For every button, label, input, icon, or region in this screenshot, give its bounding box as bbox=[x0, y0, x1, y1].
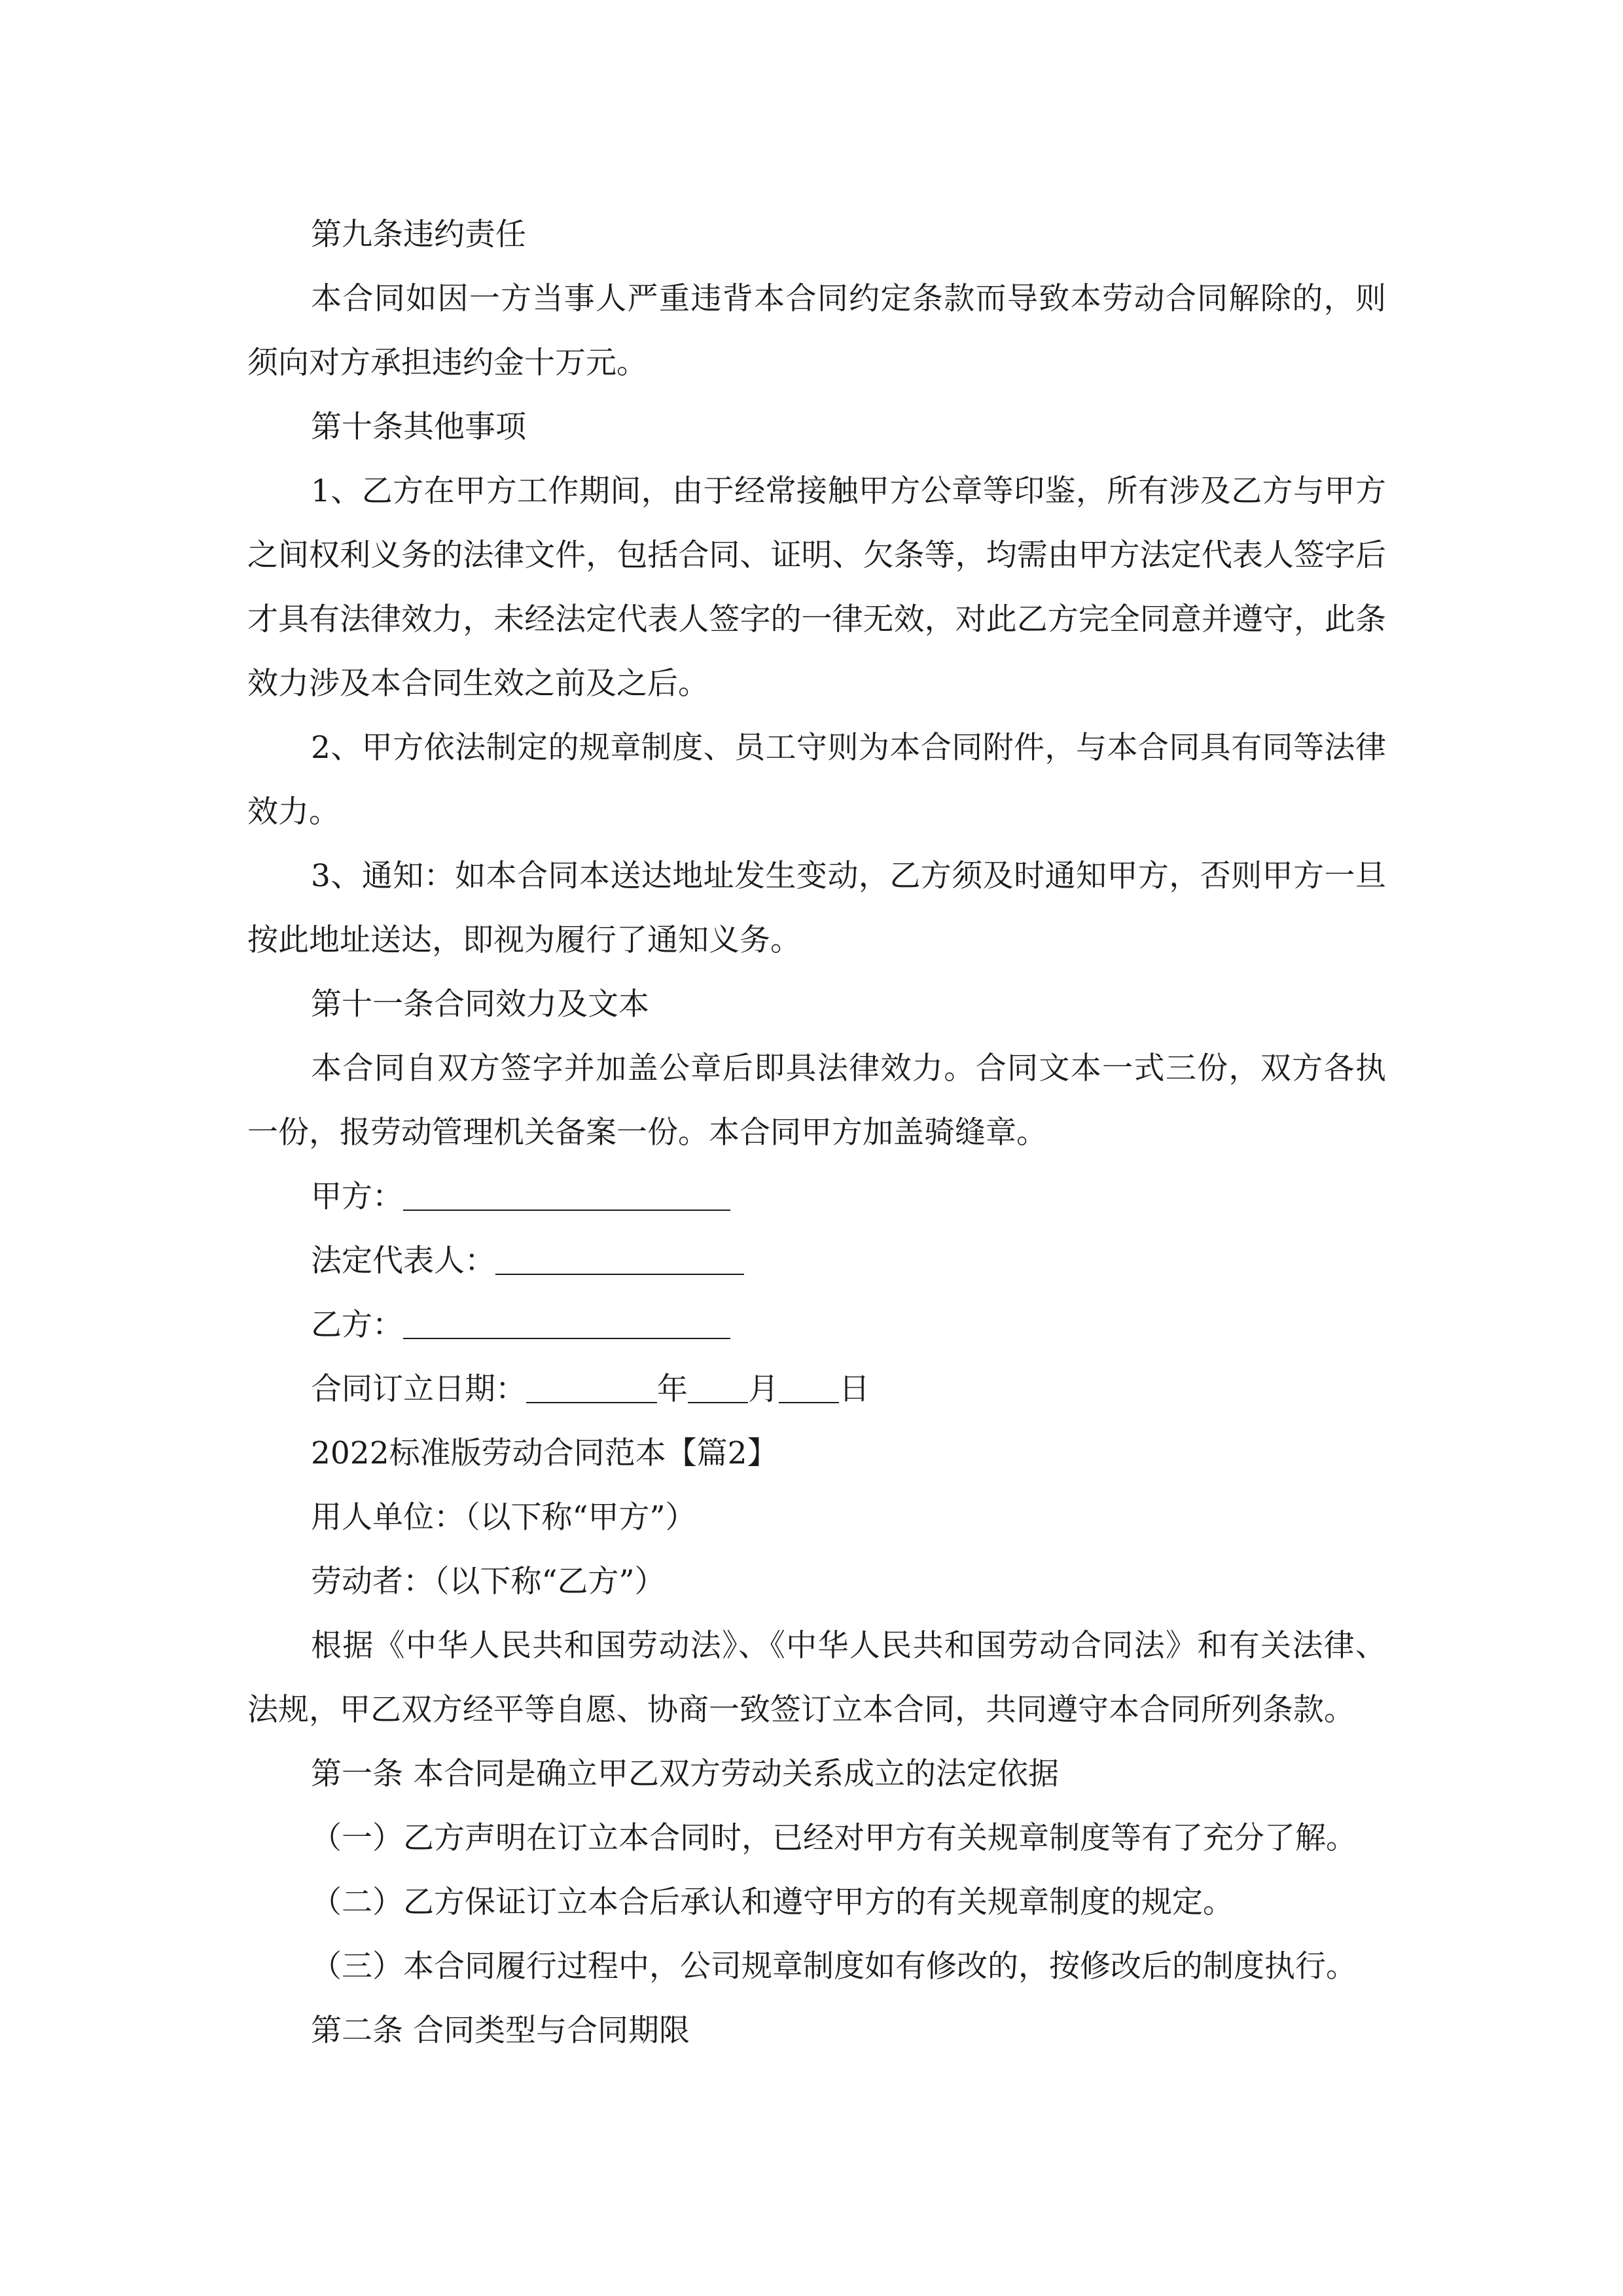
date-label: 合同订立日期： bbox=[311, 1371, 526, 1407]
article-1-item-1: （一）乙方声明在订立本合同时，已经对甲方有关规章制度等有了充分了解。 bbox=[311, 1820, 1357, 1856]
legal-rep-label: 法定代表人： bbox=[311, 1243, 495, 1279]
legal-rep-blank[interactable] bbox=[495, 1247, 744, 1275]
article-2-heading: 第二条 合同类型与合同期限 bbox=[311, 2013, 690, 2049]
employer-line: 用人单位：（以下称“甲方”） bbox=[311, 1499, 696, 1535]
month-label: 月 bbox=[748, 1371, 779, 1407]
article-1-heading: 第一条 本合同是确立甲乙双方劳动关系成立的法定依据 bbox=[311, 1756, 1059, 1792]
party-b-signature bbox=[247, 1293, 1386, 1357]
section-2-title: 2022标准版劳动合同范本【篇2】 bbox=[311, 1435, 778, 1471]
day-label: 日 bbox=[839, 1371, 870, 1407]
document-page bbox=[247, 203, 1386, 2063]
month-blank[interactable] bbox=[688, 1376, 748, 1403]
article-9-body: 本合同如因一方当事人严重违背本合同约定条款而导致本劳动合同解除的，则须向对方承担违约金十万元。 bbox=[247, 281, 1386, 381]
day-blank[interactable] bbox=[779, 1376, 839, 1403]
party-a-label: 甲方： bbox=[311, 1179, 403, 1215]
party-b-label: 乙方： bbox=[311, 1307, 403, 1343]
contract-date bbox=[247, 1357, 1386, 1422]
article-10-item-3: 3、通知：如本合同本送达地址发生变动，乙方须及时通知甲方，否则甲方一旦按此地址送达，即视为履行了通知义务。 bbox=[247, 858, 1386, 958]
year-label: 年 bbox=[657, 1371, 688, 1407]
article-10-heading: 第十条其他事项 bbox=[311, 409, 526, 445]
legal-rep-signature bbox=[247, 1229, 1386, 1293]
article-11-body: 本合同自双方签字并加盖公章后即具法律效力。合同文本一式三份，双方各执一份，报劳动管理机关备案一份。本合同甲方加盖骑缝章。 bbox=[247, 1050, 1386, 1151]
article-9-heading: 第九条违约责任 bbox=[311, 217, 526, 253]
party-b-blank[interactable] bbox=[403, 1312, 730, 1339]
article-1-item-3: （三）本合同履行过程中，公司规章制度如有修改的，按修改后的制度执行。 bbox=[311, 1948, 1357, 1984]
year-blank[interactable] bbox=[526, 1376, 657, 1403]
preamble: 根据《中华人民共和国劳动法》、《中华人民共和国劳动合同法》和有关法律、法规，甲乙双方经平等自愿、协商一致签订立本合同，共同遵守本合同所列条款。 bbox=[247, 1628, 1386, 1728]
article-10-item-1: 1、乙方在甲方工作期间，由于经常接触甲方公章等印鉴，所有涉及乙方与甲方之间权利义务的法律文件，包括合同、证明、欠条等，均需由甲方法定代表人签字后才具有法律效力，未经法定代表人签字的一律无效，对此乙方完全同意并遵守，此条效力涉及本合同生效之前及之后。 bbox=[247, 473, 1386, 702]
article-1-item-2: （二）乙方保证订立本合后承认和遵守甲方的有关规章制度的规定。 bbox=[311, 1884, 1234, 1920]
party-a-blank[interactable] bbox=[403, 1183, 730, 1211]
worker-line: 劳动者：（以下称“乙方”） bbox=[311, 1564, 666, 1600]
party-a-signature bbox=[247, 1165, 1386, 1229]
article-11-heading: 第十一条合同效力及文本 bbox=[311, 986, 649, 1022]
article-10-item-2: 2、甲方依法制定的规章制度、员工守则为本合同附件，与本合同具有同等法律效力。 bbox=[247, 730, 1386, 830]
